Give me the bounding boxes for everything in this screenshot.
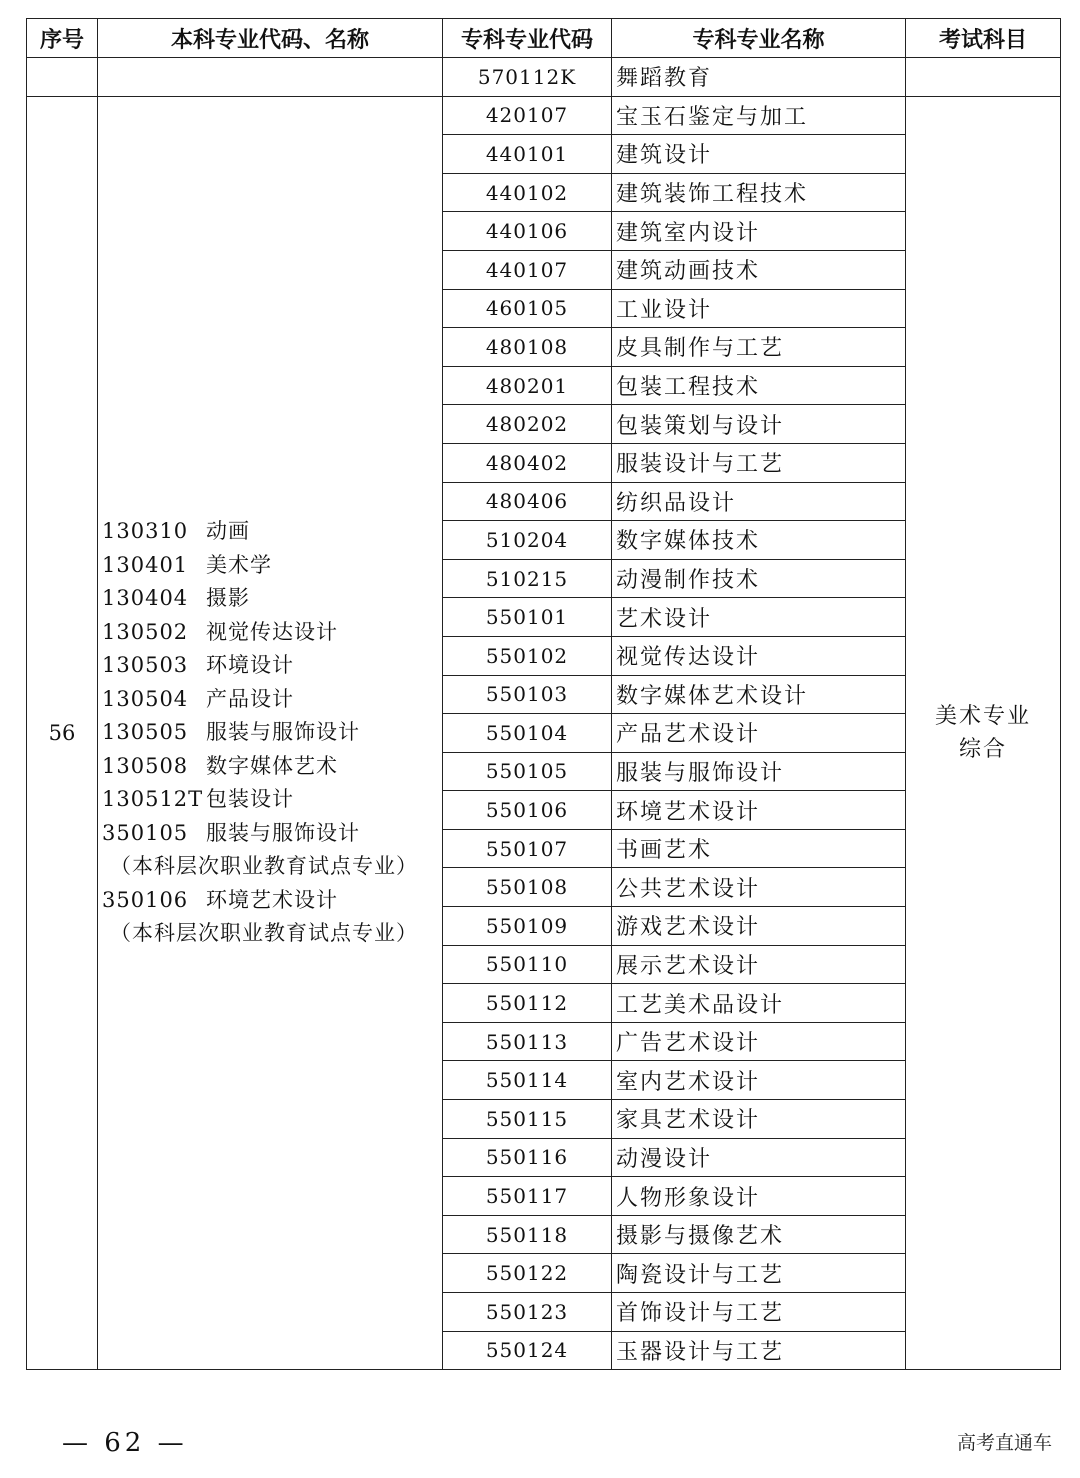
name-cell: 皮具制作与工艺 (612, 328, 906, 367)
undergrad-code: 130404 (102, 586, 189, 611)
name-cell: 游戏艺术设计 (612, 907, 906, 946)
undergrad-name: 环境设计 (206, 653, 294, 678)
undergrad-line (102, 817, 442, 851)
table-row (27, 58, 1061, 97)
name-cell: 首饰设计与工艺 (612, 1293, 906, 1332)
name-cell: 玉器设计与工艺 (612, 1331, 906, 1370)
name-cell: 书画艺术 (612, 829, 906, 868)
undergrad-line (102, 917, 442, 951)
code-cell: 420107 (443, 96, 612, 135)
name-cell: 室内艺术设计 (612, 1061, 906, 1100)
undergrad-line (102, 850, 442, 884)
undergrad-line (102, 616, 442, 650)
code-cell: 550109 (443, 907, 612, 946)
code-cell: 550115 (443, 1100, 612, 1139)
code-cell: 510215 (443, 559, 612, 598)
name-cell: 包装工程技术 (612, 366, 906, 405)
code-cell: 550108 (443, 868, 612, 907)
code-cell: 570112K (443, 58, 612, 97)
code-cell: 550105 (443, 752, 612, 791)
code-cell: 550117 (443, 1177, 612, 1216)
undergrad-line (102, 750, 442, 784)
code-cell: 550107 (443, 829, 612, 868)
undergrad-line (102, 582, 442, 616)
code-cell: 440107 (443, 250, 612, 289)
undergrad-name: 美术学 (206, 552, 272, 577)
name-cell: 数字媒体技术 (612, 521, 906, 560)
code-cell: 480202 (443, 405, 612, 444)
undergrad-name: 产品设计 (206, 686, 294, 711)
code-cell: 480402 (443, 443, 612, 482)
name-cell: 宝玉石鉴定与加工 (612, 96, 906, 135)
code-cell: 550110 (443, 945, 612, 984)
undergrad-code: 350105 (102, 820, 189, 845)
undergrad-line (102, 884, 442, 918)
undergrad-code: 130504 (102, 686, 189, 711)
undergrad-code: 130512T (102, 787, 204, 812)
undergrad-cell-prev (98, 58, 443, 97)
name-cell: 建筑装饰工程技术 (612, 173, 906, 212)
code-cell: 440106 (443, 212, 612, 251)
name-cell: 动漫设计 (612, 1138, 906, 1177)
name-cell: 舞蹈教育 (612, 58, 906, 97)
name-cell: 视觉传达设计 (612, 636, 906, 675)
code-cell: 550118 (443, 1215, 612, 1254)
header-name: 专科专业名称 (612, 19, 906, 58)
name-cell: 服装与服饰设计 (612, 752, 906, 791)
subject-line: 美术专业 (934, 703, 1031, 729)
name-cell: 建筑动画技术 (612, 250, 906, 289)
header-subject: 考试科目 (906, 19, 1061, 58)
undergrad-name: 数字媒体艺术 (206, 753, 338, 778)
name-cell: 产品艺术设计 (612, 714, 906, 753)
undergrad-name: 动画 (206, 519, 250, 544)
undergrad-line (102, 716, 442, 750)
undergrad-line (102, 515, 442, 549)
code-cell: 550104 (443, 714, 612, 753)
code-cell: 550106 (443, 791, 612, 830)
major-table (26, 18, 1061, 1370)
undergrad-code: 130508 (102, 753, 189, 778)
code-cell: 550116 (443, 1138, 612, 1177)
code-cell: 480108 (443, 328, 612, 367)
name-cell: 公共艺术设计 (612, 868, 906, 907)
name-cell: 包装策划与设计 (612, 405, 906, 444)
undergrad-code: 130505 (102, 720, 189, 745)
name-cell: 服装设计与工艺 (612, 443, 906, 482)
undergrad-code: 130502 (102, 619, 189, 644)
code-cell: 460105 (443, 289, 612, 328)
name-cell: 动漫制作技术 (612, 559, 906, 598)
undergrad-code: 350106 (102, 887, 189, 912)
code-cell: 550113 (443, 1022, 612, 1061)
code-cell: 550103 (443, 675, 612, 714)
code-cell: 550102 (443, 636, 612, 675)
name-cell: 家具艺术设计 (612, 1100, 906, 1139)
undergrad-cell (98, 96, 443, 1370)
undergrad-line (102, 783, 442, 817)
header-seq: 序号 (27, 19, 98, 58)
name-cell: 人物形象设计 (612, 1177, 906, 1216)
table-row (27, 96, 1061, 135)
name-cell: 数字媒体艺术设计 (612, 675, 906, 714)
code-cell: 510204 (443, 521, 612, 560)
undergrad-name: 视觉传达设计 (206, 619, 338, 644)
undergrad-name: （本科层次职业教育试点专业） (110, 854, 418, 879)
code-cell: 480201 (443, 366, 612, 405)
undergrad-code: 130310 (102, 519, 189, 544)
code-cell: 550122 (443, 1254, 612, 1293)
code-cell: 550123 (443, 1293, 612, 1332)
undergrad-name: 服装与服饰设计 (206, 720, 360, 745)
name-cell: 工艺美术品设计 (612, 984, 906, 1023)
name-cell: 广告艺术设计 (612, 1022, 906, 1061)
seq-cell: 56 (27, 96, 98, 1370)
name-cell: 建筑室内设计 (612, 212, 906, 251)
name-cell: 工业设计 (612, 289, 906, 328)
undergrad-code: 130401 (102, 552, 189, 577)
name-cell: 纺织品设计 (612, 482, 906, 521)
undergrad-name: 环境艺术设计 (206, 887, 338, 912)
watermark: 高考直通车 (956, 1432, 1052, 1454)
undergrad-line (102, 683, 442, 717)
name-cell: 展示艺术设计 (612, 945, 906, 984)
code-cell: 440102 (443, 173, 612, 212)
table-header-row (27, 19, 1061, 58)
undergrad-name: 包装设计 (206, 787, 294, 812)
name-cell: 环境艺术设计 (612, 791, 906, 830)
name-cell: 建筑设计 (612, 135, 906, 174)
undergrad-name: 服装与服饰设计 (206, 820, 360, 845)
page-number: — 62 — (62, 1428, 188, 1458)
seq-cell-prev (27, 58, 98, 97)
code-cell: 550112 (443, 984, 612, 1023)
header-undergrad: 本科专业代码、名称 (98, 19, 443, 58)
code-cell: 480406 (443, 482, 612, 521)
subject-cell-prev (906, 58, 1061, 97)
subject-line: 综合 (958, 736, 1007, 762)
name-cell: 陶瓷设计与工艺 (612, 1254, 906, 1293)
header-code: 专科专业代码 (443, 19, 612, 58)
undergrad-line (102, 649, 442, 683)
code-cell: 550101 (443, 598, 612, 637)
subject-cell (906, 96, 1061, 1370)
code-cell: 550114 (443, 1061, 612, 1100)
name-cell: 摄影与摄像艺术 (612, 1215, 906, 1254)
code-cell: 440101 (443, 135, 612, 174)
name-cell: 艺术设计 (612, 598, 906, 637)
undergrad-line (102, 549, 442, 583)
undergrad-code: 130503 (102, 653, 189, 678)
undergrad-name: 摄影 (206, 586, 250, 611)
undergrad-name: （本科层次职业教育试点专业） (110, 921, 418, 946)
code-cell: 550124 (443, 1331, 612, 1370)
